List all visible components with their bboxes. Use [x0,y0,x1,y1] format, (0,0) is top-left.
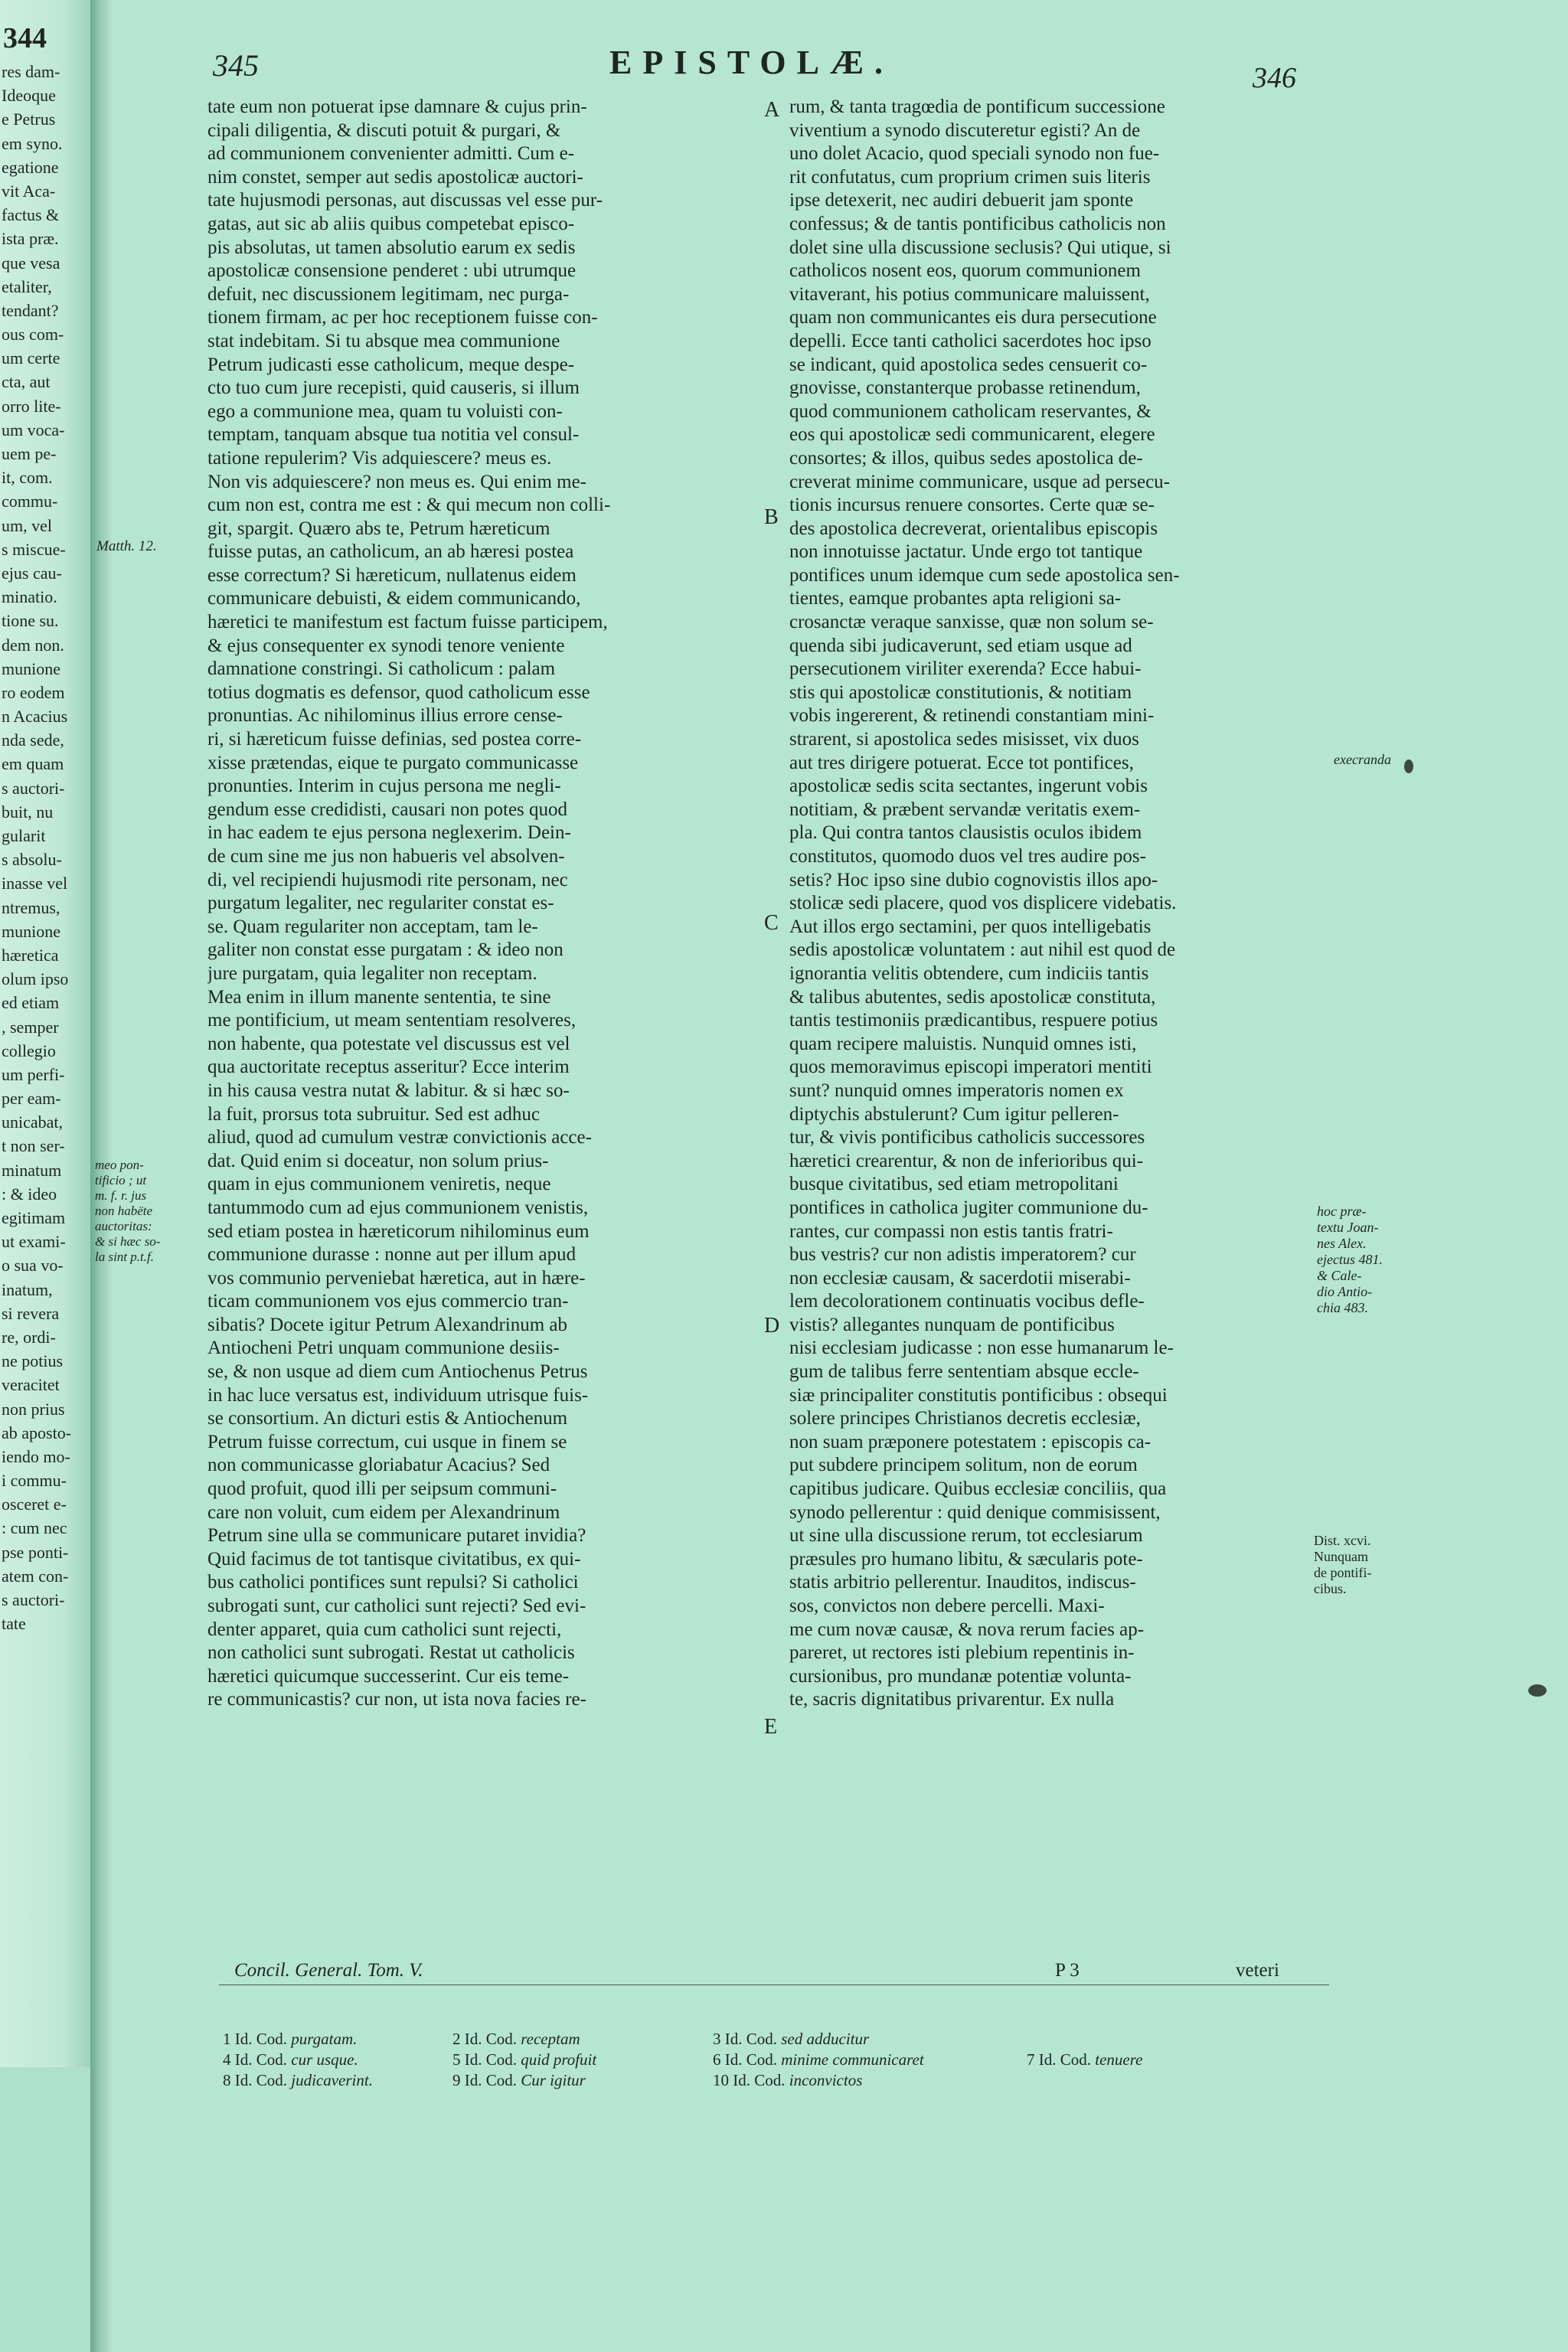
margin-note-dist-xcvi [1314,1533,1371,1597]
text-line: gatas, aut sic ab aliis quibus competebat episco- [207,213,575,234]
text-line: denter apparet, quia cum catholici sunt rejecti, [207,1619,562,1640]
variant-note [1027,2050,1142,2070]
variant-note-number: 6 [713,2050,725,2069]
previous-page-line: um, vel [2,515,52,535]
text-line: Quid facimus de tot tantisque civitatibus, ex qui- [207,1548,581,1570]
variant-row [223,2070,1371,2091]
previous-page-line: nda sede, [2,730,64,750]
text-line: nisi ecclesiam judicasse : non esse humanarum le- [789,1338,1174,1359]
text-line: ego a communione mea, quam tu voluisti con- [207,400,563,422]
text-line: setis? Hoc ipso sine dubio cognovistis illos apo- [789,869,1158,890]
variant-note-reading: purgatam. [291,2030,358,2048]
margin-note-matth: Matth. 12. [96,538,157,554]
previous-page-line: i commu- [2,1471,67,1491]
variant-readings [223,2029,1371,2091]
text-line: uno dolet Acacio, quod speciali synodo non fue- [789,143,1160,165]
previous-page-line: n Acacius [2,707,68,727]
text-line: apostolicæ sedis scita sectantes, ingerunt vobis [789,776,1148,797]
variant-note-source: Id. Cod. [464,2030,521,2048]
margin-note-execranda: execranda [1334,752,1391,767]
previous-page-line: inatum, [2,1279,53,1299]
variant-note-reading: Cur igitur [521,2071,586,2089]
text-line: rum, & tanta tragœdia de pontificum successione [789,96,1165,117]
text-line: cto tuo cum jure recepisti, quid causeris, si illum [207,377,580,399]
text-line: creverat minime communicare, usque ad persecu- [789,471,1170,492]
text-line: diptychis abstulerunt? Cum igitur pelleren- [789,1103,1119,1125]
text-line: crosanctæ veraque sanxisse, quæ non solum se- [789,612,1154,633]
text-line: persecutionem viriliter exerenda? Ecce habui- [789,658,1142,680]
text-line: dolet sine ulla discussione seclusis? Qui utique, si [789,237,1171,258]
margin-note-line: textu Joan- [1317,1220,1379,1235]
variant-note-reading: tenuere [1095,2050,1143,2069]
text-line: sunt? nunquid omnes imperatoris nomen ex [789,1080,1124,1101]
previous-page-line: : cum nec [2,1518,67,1538]
previous-page-line: commu- [2,492,58,511]
previous-page-line: t non ser- [2,1136,65,1156]
margin-note-line: chia 483. [1317,1300,1368,1315]
text-line: se. Quam regulariter non acceptam, tam le- [207,916,538,937]
text-line: stis qui apostolicæ constitutionis, & notitiam [789,681,1132,703]
previous-page-line: e Petrus [2,109,56,129]
margin-note-line: cibus. [1314,1581,1347,1596]
text-line: tantummodo cum ad ejus communionem venistis, [207,1197,589,1218]
previous-page-line: em syno. [2,133,63,153]
text-line: in hac eadem te ejus persona neglexerim. Dein- [207,822,571,844]
text-line: nim constet, semper aut sedis apostolicæ auctori- [207,166,583,188]
variant-note-reading: cur usque. [291,2050,358,2069]
variant-note-reading: judicaverint. [291,2071,373,2089]
variant-note-source: Id. Cod. [234,2030,292,2048]
text-line: me pontificium, ut meam sententiam resolveres, [207,1010,577,1031]
variant-note-source: Id. Cod. [234,2071,292,2089]
text-line: hæretici quicumque successerint. Cur eis teme- [207,1665,570,1687]
text-line: stolicæ sedi placere, quod vos displicere videbatis. [789,893,1177,914]
text-line: aut tres dirigere potuerat. Ecce tot pontifices, [789,752,1134,773]
variant-note-number: 5 [452,2050,465,2069]
margin-note-line: m. f. r. jus [95,1188,147,1203]
previous-page-line: ut exami- [2,1232,66,1252]
text-line: te, sacris dignitatibus privarentur. Ex nulla [789,1689,1115,1710]
variant-note-number: 2 [452,2030,465,2048]
text-line: rantes, cur compassi non estis tantis fratri- [789,1220,1113,1242]
variant-note-number: 3 [713,2030,725,2048]
section-letter-a: A [764,98,780,122]
text-line: siæ principaliter constitutis pontificibus : obsequi [789,1384,1168,1406]
text-line: apostolicæ consensione penderet : ubi utrumque [207,260,577,282]
variant-note [223,2070,373,2091]
text-line: jure purgatam, quia legaliter non receptam. [207,962,537,984]
margin-note-line: Nunquam [1314,1549,1368,1564]
text-line: consortes; & illos, quibus sedes apostolica de- [789,447,1143,469]
previous-page-line: buit, nu [2,802,54,822]
previous-page-line: veracitet [2,1375,60,1395]
text-line: vistis? allegantes nunquam de pontificibus [789,1314,1115,1335]
margin-note-line: non habëte [95,1204,153,1218]
margin-note-line: tificio ; ut [95,1173,147,1187]
text-line: tatione repulerim? Vis adquiescere? meus es. [207,447,552,469]
previous-page-line: ab aposto- [2,1423,72,1442]
margin-note-line: de pontifi- [1314,1565,1372,1580]
margin-note-line: & Cale- [1317,1268,1362,1283]
text-line: vobis ingererent, & retinendi constantiam mini- [789,705,1155,727]
text-line: la fuit, prorsus tota subruitur. Sed est adhuc [207,1103,540,1125]
text-line: quod communionem catholicam reservantes, & [789,400,1152,422]
margin-note-meo-pontificio [95,1158,160,1265]
previous-page-line: s auctori- [2,1590,65,1609]
variant-note-number: 9 [452,2071,465,2089]
margin-note-line: meo pon- [95,1158,144,1172]
previous-page-line: it, com. [2,468,53,488]
text-line: pronuntias. Ac nihilominus illius errore cense- [207,705,563,727]
text-line: tionem firmam, ac per hoc receptionem fuisse con- [207,307,598,328]
previous-page-text-fragments [2,60,87,1635]
text-line: ut sine ulla discussione rerum, tot ecclesiarum [789,1525,1143,1547]
text-line: quam in ejus communionem veniretis, neque [207,1174,551,1195]
previous-page-line: osceret e- [2,1494,67,1514]
text-line: solere principes Christianos decretis ecclesiæ, [789,1408,1141,1429]
previous-page-line: non prius [2,1399,65,1419]
text-line: ticam communionem vos ejus commercio tran- [207,1291,569,1312]
previous-page-line: si revera [2,1303,60,1323]
text-line: communicare debuisti, & eidem communicando, [207,588,581,609]
previous-page-line: ejus cau- [2,563,62,583]
text-line: tantis testimoniis prædicantibus, respuere potius [789,1010,1158,1031]
text-line: totius dogmatis es defensor, quod catholicum esse [207,681,590,703]
previous-page-line: res dam- [2,62,60,81]
variant-note-source: Id. Cod. [464,2071,521,2089]
variant-row [223,2050,1371,2070]
variant-note [223,2050,358,2070]
text-line: præsules pro humano libitu, & sæcularis pote- [789,1548,1143,1570]
previous-page-line: egitimam [2,1208,66,1227]
text-line: care non voluit, cum eidem per Alexandrinum [207,1501,560,1523]
text-line: catholicos nosent eos, quorum communionem [789,260,1141,282]
variant-note-number: 10 [713,2071,733,2089]
previous-page-line: inasse vel [2,874,68,893]
margin-note-line: Dist. xcvi. [1314,1533,1371,1548]
text-line: & talibus abutentes, sedis apostolicæ constituta, [789,986,1156,1008]
page-number-left: 345 [213,48,259,83]
text-line: dat. Quid enim si doceatur, non solum prius- [207,1150,549,1171]
variant-note [713,2029,869,2050]
running-title: EPISTOLÆ. [609,44,893,81]
variant-note-reading: minime communicaret [781,2050,924,2069]
text-line: busque civitatibus, sed etiam metropolitani [789,1174,1119,1195]
text-line: sedis apostolicæ voluntatem : aut nihil est quod de [789,939,1176,961]
margin-note-line: dio Antio- [1317,1284,1373,1299]
text-line: tate eum non potuerat ipse damnare & cujus prin- [207,96,587,117]
text-line: cursionibus, pro mundanæ potentiæ volunta- [789,1665,1132,1687]
text-line: tionis incursus renuere consortes. Certe quæ se- [789,495,1155,516]
previous-page-line: que vesa [2,253,60,273]
text-line: pareret, ut rectores isti plebium repentinis in- [789,1642,1135,1664]
text-line: Non vis adquiescere? non meus es. Qui enim me- [207,471,587,492]
previous-page-line: munione [2,921,60,941]
previous-page-line: factus & [2,205,60,225]
text-line: quam recipere maluistis. Nunquid omnes isti, [789,1033,1137,1054]
variant-note-reading: receptam [521,2030,580,2048]
previous-page-line: per eam- [2,1089,61,1109]
text-line: de cum sine me jus non habueris vel absolven- [207,846,565,867]
previous-page-line: o sua vo- [2,1256,64,1276]
previous-page-line: s miscue- [2,539,66,559]
margin-note-line: & si hæc so- [95,1234,161,1249]
text-line: pis absolutas, ut tamen absolutio earum ex sedis [207,237,576,258]
previous-page-line: ista præ. [2,229,59,249]
previous-page-line: ntremus, [2,897,60,917]
previous-page-line: cta, aut [2,372,51,392]
text-line: constitutos, quomodo duos vel tres audire pos- [789,846,1146,867]
variant-note-reading: sed adducitur [781,2030,870,2048]
ink-blot [1528,1684,1547,1697]
previous-page-line: vit Aca- [2,181,56,201]
text-line: confessus; & de tantis pontificibus catholicis non [789,213,1166,234]
text-line: vitaverant, his potius communicare maluissent, [789,283,1150,305]
text-line: galiter non constat esse purgatam : & ideo non [207,939,564,961]
variant-note-source: Id. Cod. [724,2050,782,2069]
text-line: synodo pellerentur : quid denique commisissent, [789,1501,1161,1523]
text-line: gendum esse credidisti, causari non potes quod [207,799,568,820]
text-line: ri, si hæreticum fuisse definias, sed postea corre- [207,729,582,750]
previous-page-line: s auctori- [2,778,65,798]
previous-page-number: 344 [3,22,47,54]
text-line: quod profuit, quod illi per seipsum communi- [207,1478,557,1500]
previous-page-line: , semper [2,1017,59,1037]
text-line: subrogati sunt, cur catholici sunt rejecti? Sed evi- [207,1596,586,1616]
variant-note [713,2050,924,2070]
text-line: temptam, tanquam absque tua notitia vel consul- [207,424,580,446]
previous-page-line: atem con- [2,1566,69,1586]
catchword: veteri [1236,1960,1279,1981]
text-line: stat indebitam. Si tu absque mea communione [207,330,560,351]
text-line: depelli. Ecce tanti catholici sacerdotes hoc ipso [789,330,1152,351]
variant-note [223,2029,357,2050]
previous-page-line: tate [2,1614,26,1634]
variant-note-source: Id. Cod. [724,2030,782,2048]
text-line: notitiam, & præbent servandæ veritatis exem- [789,799,1141,820]
previous-page-line: unicabat, [2,1112,64,1132]
text-line: esse correctum? Si hæreticum, nullatenus eidem [207,564,577,586]
previous-page-line: : & ideo [2,1184,57,1204]
right-text-column [789,96,1329,1712]
page-number-right: 346 [1253,62,1296,94]
footer-rule [219,1984,1329,1985]
margin-note-line: hoc præ- [1317,1204,1367,1219]
previous-page-line: Ideoque [2,86,56,106]
text-line: in hac luce versatus est, individuum utrisque fuis- [207,1384,589,1406]
previous-page-line: egatione [2,157,59,177]
text-line: strarent, si apostolica sedes misisset, vix duos [789,729,1139,750]
margin-note-line: ejectus 481. [1317,1252,1383,1267]
previous-page-line: etaliter, [2,276,52,296]
text-line: non ecclesiæ causam, & sacerdotii miserabi- [789,1267,1131,1289]
text-line: defuit, nec discussionem legitimam, nec purga- [207,283,570,305]
section-letter-e: E [764,1715,778,1739]
text-line: ignorantia velitis obtendere, cum indiciis tantis [789,962,1149,984]
previous-page-line: uem pe- [2,444,57,463]
text-line: communione durasse : nonne aut per illum apud [207,1244,577,1266]
text-line: di, vel recipiendi hujusmodi rite personam, nec [207,869,568,890]
text-line: sibatis? Docete igitur Petrum Alexandrinum ab [207,1314,568,1335]
text-line: quenda sibi judicaverunt, sed etiam usque ad [789,635,1132,656]
current-page [95,0,1568,2352]
text-line: statis arbitrio pellerentur. Inauditos, indiscus- [789,1572,1136,1593]
variant-note [452,2029,580,2050]
previous-page-line: ous com- [2,325,64,345]
text-line: git, spargit. Quæro abs te, Petrum hæreticum [207,518,550,539]
variant-note-source: Id. Cod. [1038,2050,1096,2069]
variant-note-source: Id. Cod. [733,2071,789,2089]
text-line: sed etiam postea in hæreticorum nihilominus eum [207,1220,590,1242]
previous-page-line: hæretica [2,945,59,965]
text-line: sos, convictos non debere percelli. Maxi- [789,1596,1105,1616]
text-line: non suam præponere potestatem : episcopis ca- [789,1431,1152,1452]
text-line: tur, & vivis pontificibus catholicis successores [789,1127,1145,1148]
text-line: quam non communicantes eis dura persecutione [789,307,1157,328]
text-line: se consortium. An dicturi estis & Antiochenum [207,1408,568,1429]
section-letter-c: C [764,911,779,935]
previous-page-line: tione su. [2,611,59,631]
text-line: put subdere principem solitum, non de eorum [789,1455,1138,1476]
text-line: des apostolica decreverat, orientalibus episcopis [789,518,1158,539]
text-line: lem decolorationem continuatis vocibus defle- [789,1291,1145,1312]
variant-note [452,2050,596,2070]
previous-page-line: um certe [2,348,60,368]
text-line: pontifices in catholica jugiter communione du- [789,1197,1148,1218]
text-line: re communicastis? cur non, ut ista nova facies re- [207,1689,586,1710]
text-line: me cum novæ causæ, & nova rerum facies ap- [789,1619,1145,1640]
text-line: ad communionem convenienter admitti. Cum e- [207,143,575,165]
signature-line: Concil. General. Tom. V. [234,1960,423,1981]
text-line: in his causa vestra nutat & labitur. & si hæc so- [207,1080,570,1101]
text-line: damnatione constringi. Si catholicum : palam [207,658,556,680]
text-line: pronunties. Interim in cujus persona me negli- [207,776,561,797]
text-line: xisse prætendas, eique te purgato communicasse [207,752,579,773]
text-line: non habente, qua potestate vel discussus est vel [207,1033,570,1054]
text-line: quos memoravimus episcopi imperatori mentiti [789,1057,1152,1078]
text-line: qua auctoritate receptus asseritur? Ecce interim [207,1057,570,1078]
previous-page-line: em quam [2,754,64,774]
text-line: rit confutatus, cum proprium crimen suis literis [789,166,1151,188]
text-line: purgatum legaliter, nec regulariter constat es- [207,893,554,914]
text-line: bus vestris? cur non adistis imperatorem? cur [789,1244,1136,1266]
text-line: ipse detexerit, nec audiri debuerit jam sponte [789,190,1134,211]
text-line: bus catholici pontifices sunt repulsi? Si catholici [207,1572,579,1593]
previous-page-line: iendo mo- [2,1446,70,1466]
ink-blot [1404,760,1413,773]
text-line: pla. Qui contra tantos clausistis oculos ibidem [789,822,1142,844]
text-line: pontifices unum idemque cum sede apostolica sen- [789,564,1180,586]
text-line: gum de talibus ferre sententiam absque eccle- [789,1361,1139,1383]
text-line: se, & non usque ad diem cum Antiochenus Petrus [207,1361,588,1383]
signature-mark: P 3 [1055,1960,1080,1981]
variant-note-reading: quid profuit [521,2050,597,2069]
variant-row [223,2029,1371,2050]
text-line: se indicant, quid apostolica sedes censuerit co- [789,354,1148,375]
margin-note-line: nes Alex. [1317,1236,1367,1251]
text-line: eos qui apostolicæ sedi communicarent, elegere [789,424,1155,446]
previous-page-line: dem non. [2,635,64,655]
text-line: fuisse putas, an catholicum, an ab hæresi postea [207,541,574,563]
previous-page-line: ro eodem [2,682,65,702]
margin-note-line: la sint p.t.f. [95,1250,154,1264]
previous-page-line: orro lite- [2,396,61,416]
variant-note-number: 8 [223,2071,235,2089]
text-line: Petrum sine ulla se communicare putaret invidia? [207,1525,586,1547]
previous-page-line: s absolu- [2,850,62,870]
text-line: viventium a synodo discuteretur egisti? An de [789,119,1141,141]
previous-page-strip [0,0,90,2067]
text-line: Petrum judicasti esse catholicum, meque despe- [207,354,575,375]
previous-page-line: um perfi- [2,1064,65,1084]
variant-note-reading: inconvictos [789,2071,863,2089]
variant-note [713,2070,862,2091]
text-line: tientes, eamque probantes apta religioni sa- [789,588,1122,609]
text-line: tate hujusmodi personas, aut discussas vel esse pur- [207,190,603,211]
section-letter-b: B [764,505,779,529]
previous-page-line: munione [2,658,60,678]
variant-note [452,2070,586,2091]
section-letter-d: D [764,1314,780,1338]
text-line: cipali diligentia, & discuti potuit & purgari, & [207,119,561,141]
previous-page-line: minatum [2,1160,62,1180]
previous-page-line: re, ordi- [2,1327,56,1347]
variant-note-number: 1 [223,2030,235,2048]
left-text-column [207,96,751,1712]
text-line: vos communio perveniebat hæretica, aut in hære- [207,1267,586,1289]
text-line: Aut illos ergo sectamini, per quos intelligebatis [789,916,1152,937]
variant-note-source: Id. Cod. [464,2050,521,2069]
variant-note-number: 7 [1027,2050,1039,2069]
previous-page-line: ne potius [2,1351,64,1371]
text-line: cum non est, contra me est : & qui mecum non colli- [207,495,611,516]
variant-note-number: 4 [223,2050,235,2069]
text-line: aliud, quod ad cumulum vestræ convictionis acce- [207,1127,592,1148]
margin-note-hoc-praetextu [1317,1204,1383,1316]
text-line: non communicasse gloriabatur Acacius? Sed [207,1455,550,1476]
text-line: hæretici crearentur, & non de inferioribus qui- [789,1150,1144,1171]
text-line: Antiocheni Petri unquam communione desiis- [207,1338,560,1359]
text-line: & ejus consequenter ex synodi tenore veniente [207,635,565,656]
previous-page-line: gularit [2,826,46,845]
previous-page-line: olum ipso [2,969,69,989]
previous-page-line: collegio [2,1040,56,1060]
margin-note-line: auctoritas: [95,1219,152,1233]
previous-page-line: um voca- [2,420,65,439]
text-line: non innotuisse jactatur. Unde ergo tot tantique [789,541,1143,563]
previous-page-line: ed etiam [2,993,60,1013]
text-line: non catholici sunt subrogati. Restat ut catholicis [207,1642,575,1664]
text-line: gnovisse, constanterque probasse retinendum, [789,377,1141,399]
text-line: Petrum fuisse correctum, cui usque in finem se [207,1431,567,1452]
text-line: hæretici te manifestum est factum fuisse participem, [207,612,608,633]
previous-page-line: tendant? [2,300,59,320]
text-line: capitibus judicare. Quibus ecclesiæ conciliis, qua [789,1478,1167,1500]
previous-page-line: pse ponti- [2,1542,69,1562]
text-line: Mea enim in illum manente sententia, te sine [207,986,551,1008]
previous-page-line: minatio. [2,587,57,607]
variant-note-source: Id. Cod. [234,2050,292,2069]
